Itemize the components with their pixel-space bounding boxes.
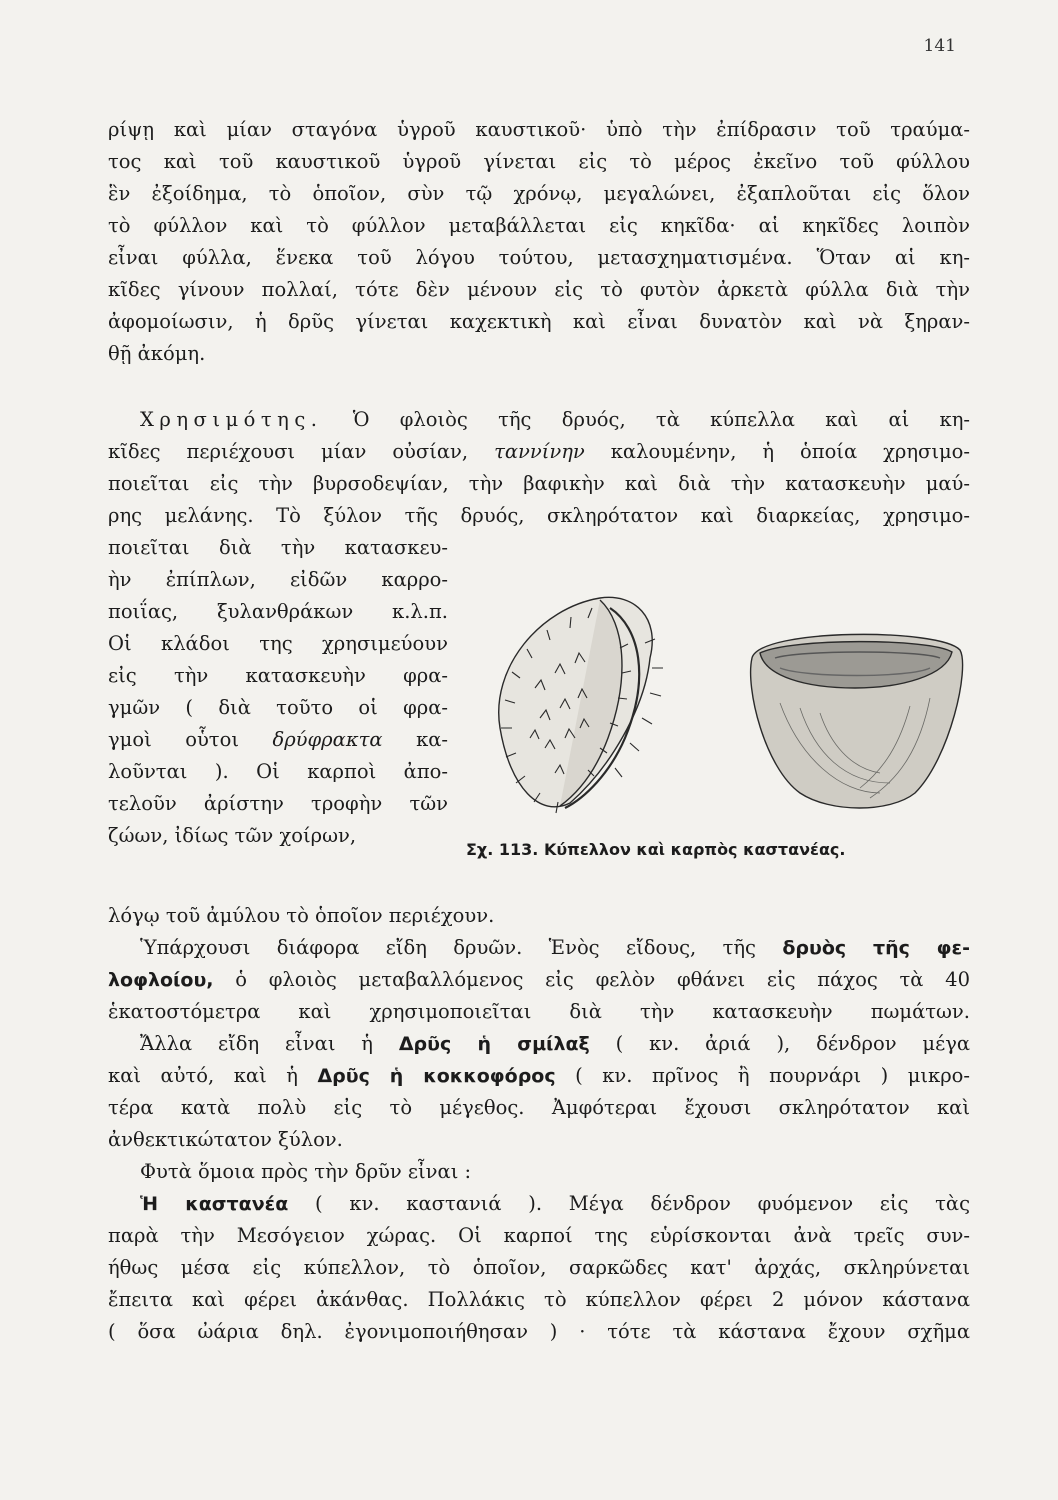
text-fragment: κα- (416, 728, 448, 751)
text-continuation (108, 900, 970, 1348)
text-line: ( ὅσα ὠάρια δηλ. ἐγονιμοποιήθησαν ) · τότε τὰ κάστανα ἔχουν σχῆμα (108, 1320, 970, 1343)
text-line: ποιεῖται εἰς τὴν βυρσοδεψίαν, τὴν βαφικὴν καὶ διὰ τὴν κατασκευὴν μαύ- (108, 472, 970, 495)
bold-term: Δρῦς ἡ κοκκοφόρος (317, 1065, 556, 1087)
text-line: κῖδες γίνουν πολλαί, τότε δὲν μένουν εἰς τὸ φυτὸν ἀρκετὰ φύλλα διὰ τὴν (108, 278, 970, 301)
text-line (108, 1060, 970, 1092)
text-line: ρίψῃ καὶ μίαν σταγόνα ὑγροῦ καυστικοῦ· ὑπὸ τὴν ἐπίδρασιν τοῦ τραύμα- (108, 118, 970, 141)
text-line (108, 932, 970, 964)
bold-term: λοφλοίου, (108, 969, 214, 991)
bold-term: Ἡ καστανέα (140, 1193, 289, 1215)
text-fragment: ( κν. πρῖνος ἢ πουρνάρι ) μικρο- (575, 1064, 970, 1087)
text-line: ἓν ἐξοίδημα, τὸ ὁποῖον, σὺν τῷ χρόνῳ, μεγαλώνει, ἐξαπλοῦται εἰς ὅλον (108, 182, 970, 205)
narrow-column-text (108, 532, 448, 852)
text-line: γμῶν ( διὰ τοῦτο οἱ φρα- (108, 696, 448, 719)
text-line (108, 436, 970, 468)
text-line: ποιΐας, ξυλανθράκων κ.λ.π. (108, 600, 448, 623)
emphasis-term: δρύφρακτα (272, 728, 383, 751)
text-line: λόγῳ τοῦ ἀμύλου τὸ ὁποῖον περιέχουν. (108, 904, 495, 927)
figure-caption-text: Κύπελλον καὶ καρπὸς καστανέας. (543, 840, 846, 859)
text-fragment: Ἄλλα εἴδη εἶναι ἡ (140, 1032, 373, 1055)
text-line: εἶναι φύλλα, ἕνεκα τοῦ λόγου τούτου, μετασχηματισμένα. Ὅταν αἱ κη- (108, 246, 970, 269)
chestnut-illustration (460, 588, 980, 828)
text-line (108, 1028, 970, 1060)
text-line: παρὰ τὴν Μεσόγειον χώρας. Οἱ καρποί της εὑρίσκονται ἀνὰ τρεῖς συν- (108, 1224, 970, 1247)
text-line (108, 964, 970, 996)
text-line: Φυτὰ ὅμοια πρὸς τὴν δρῦν εἶναι : (140, 1160, 472, 1183)
text-fragment: κῖδες περιέχουσι μίαν οὐσίαν, (108, 440, 469, 463)
text-line: ἀφομοίωσιν, ἡ δρῦς γίνεται καχεκτικὴ καὶ εἶναι δυνατὸν καὶ νὰ ξηραν- (108, 310, 970, 333)
text-line: εἰς τὴν κατασκευὴν φρα- (108, 664, 448, 687)
text-line: ήθως μέσα εἰς κύπελλον, τὸ ὁποῖον, σαρκῶδες κατ' ἀρχάς, σκληρύνεται (108, 1256, 970, 1279)
figure-chestnut (460, 588, 980, 878)
text-fragment: Ὑπάρχουσι διάφορα εἴδη δρυῶν. Ἑνὸς εἴδους, τῆς (140, 936, 756, 959)
figure-caption (466, 840, 966, 859)
text-line: ἀνθεκτικώτατον ξύλον. (108, 1128, 343, 1151)
page-number: 141 (923, 36, 956, 56)
text-line: τὸ φύλλον καὶ τὸ φύλλον μεταβάλλεται εἰς κηκῖδα· αἱ κηκῖδες λοιπὸν (108, 214, 970, 237)
text-line: ἔπειτα καὶ φέρει ἀκάνθας. Πολλάκις τὸ κύπελλον φέρει 2 μόνον κάστανα (108, 1288, 970, 1311)
bold-term: Δρῦς ἡ σμίλαξ (398, 1033, 590, 1055)
text-line: ρης μελάνης. Τὸ ξύλον τῆς δρυός, σκληρότατον καὶ διαρκείας, χρησιμο- (108, 504, 970, 527)
text-line (108, 724, 448, 756)
chestnut-fruit-drawing (751, 634, 963, 808)
text-line: λοῦνται ). Οἱ καρποὶ ἀπο- (108, 760, 448, 783)
figure-number: Σχ. 113. (466, 840, 539, 859)
text-fragment: γμοὶ οὗτοι (108, 728, 239, 751)
text-line: Οἱ κλάδοι της χρησιμεύουν (108, 632, 448, 655)
text-line (108, 404, 970, 436)
text-line: τος καὶ τοῦ καυστικοῦ ὑγροῦ γίνεται εἰς τὸ μέρος ἐκεῖνο τοῦ φύλλου (108, 150, 970, 173)
text-fragment: ( κν. ἀριά ), δένδρον μέγα (615, 1032, 970, 1055)
text-line: ἑκατοστόμετρα καὶ χρησιμοποιεῖται διὰ τὴν κατασκευὴν πωμάτων. (108, 1000, 970, 1023)
text-line: ποιεῖται διὰ τὴν κατασκευ- (108, 536, 448, 559)
text-line: ζώων, ἰδίως τῶν χοίρων, (108, 824, 357, 847)
text-line (108, 1188, 970, 1220)
text-fragment: ὁ φλοιὸς μεταβαλλόμενος εἰς φελὸν φθάνει εἰς πάχος τὰ 40 (235, 968, 970, 991)
paragraph-galls (108, 114, 970, 370)
spiky-husk-drawing (499, 597, 663, 813)
text-fragment: καλουμένην, ἡ ὁποία χρησιμο- (610, 440, 970, 463)
text-fragment: ( κν. καστανιά ). Μέγα δένδρον φυόμενον εἰς τὰς (315, 1192, 970, 1215)
text-line: ὴν ἐπίπλων, εἰδῶν καρρο- (108, 568, 448, 591)
text-line: τέρα κατὰ πολὺ εἰς τὸ μέγεθος. Ἀμφότεραι ἔχουσι σκληρότατον καὶ (108, 1096, 970, 1119)
emphasis-term: ταννίνην (494, 440, 585, 463)
text-line: τελοῦν ἀρίστην τροφὴν τῶν (108, 792, 448, 815)
text-fragment: καὶ αὐτό, καὶ ἡ (108, 1064, 298, 1087)
text-fragment: Ὁ φλοιὸς τῆς δρυός, τὰ κύπελλα καὶ αἱ κη- (352, 408, 970, 431)
paragraph-usefulness (108, 404, 970, 532)
text-line: θῇ ἀκόμη. (108, 342, 206, 365)
section-heading: Χρησιμότης. (140, 408, 323, 431)
bold-term: δρυὸς τῆς φε- (782, 937, 970, 959)
